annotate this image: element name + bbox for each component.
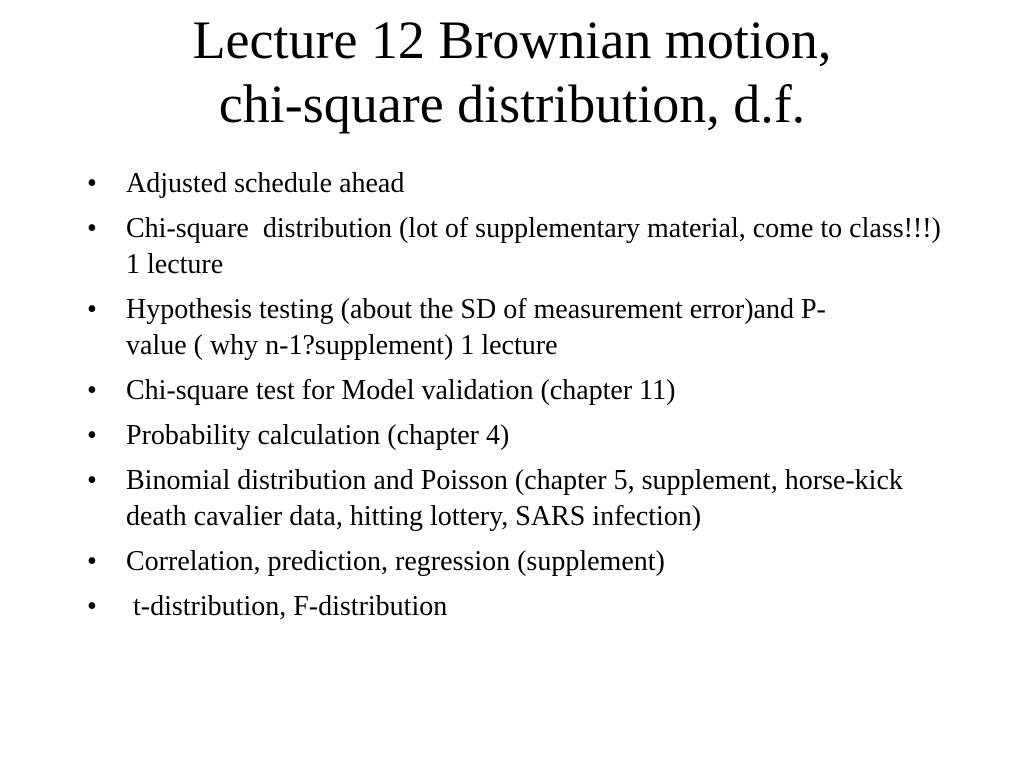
bullet-dot-icon: •: [87, 375, 97, 406]
bullet-item: [84, 292, 944, 364]
bullet-dot-icon: •: [87, 294, 97, 325]
bullet-dot-icon: •: [87, 465, 97, 496]
bullet-text: Correlation, prediction, regression (supplement): [126, 546, 665, 577]
bullet-dot-icon: •: [87, 546, 97, 577]
bullet-text: Hypothesis testing (about the SD of measurement error)and P-value ( why n-1?supplement) 1 lecture: [126, 294, 826, 361]
bullet-text: Probability calculation (chapter 4): [126, 420, 510, 451]
bullet-text: t-distribution, F-distribution: [126, 591, 448, 622]
bullet-list: [84, 166, 948, 634]
bullet-item: [84, 544, 944, 580]
bullet-dot-icon: •: [87, 168, 97, 199]
title-line-2: chi-square distribution, d.f.: [218, 74, 806, 134]
bullet-dot-icon: •: [87, 213, 97, 244]
bullet-item: [84, 463, 944, 535]
bullet-item: [84, 589, 944, 625]
bullet-dot-icon: •: [87, 591, 97, 622]
bullet-dot-icon: •: [87, 420, 97, 451]
bullet-text: Binomial distribution and Poisson (chapter 5, supplement, horse-kick death cavalier data, hitting lottery, SARS infection): [126, 465, 903, 532]
bullet-item: [84, 373, 944, 409]
bullet-item: [84, 418, 944, 454]
bullet-text: Chi-square distribution (lot of supplementary material, come to class!!!) 1 lecture: [126, 213, 948, 280]
bullet-text: Adjusted schedule ahead: [126, 168, 405, 199]
bullet-text: Chi-square test for Model validation (chapter 11): [126, 375, 676, 406]
bullet-item: [84, 166, 944, 202]
bullet-item: [84, 211, 948, 283]
title-line-1: Lecture 12 Brownian motion,: [192, 10, 832, 70]
slide-title: [0, 8, 1024, 136]
